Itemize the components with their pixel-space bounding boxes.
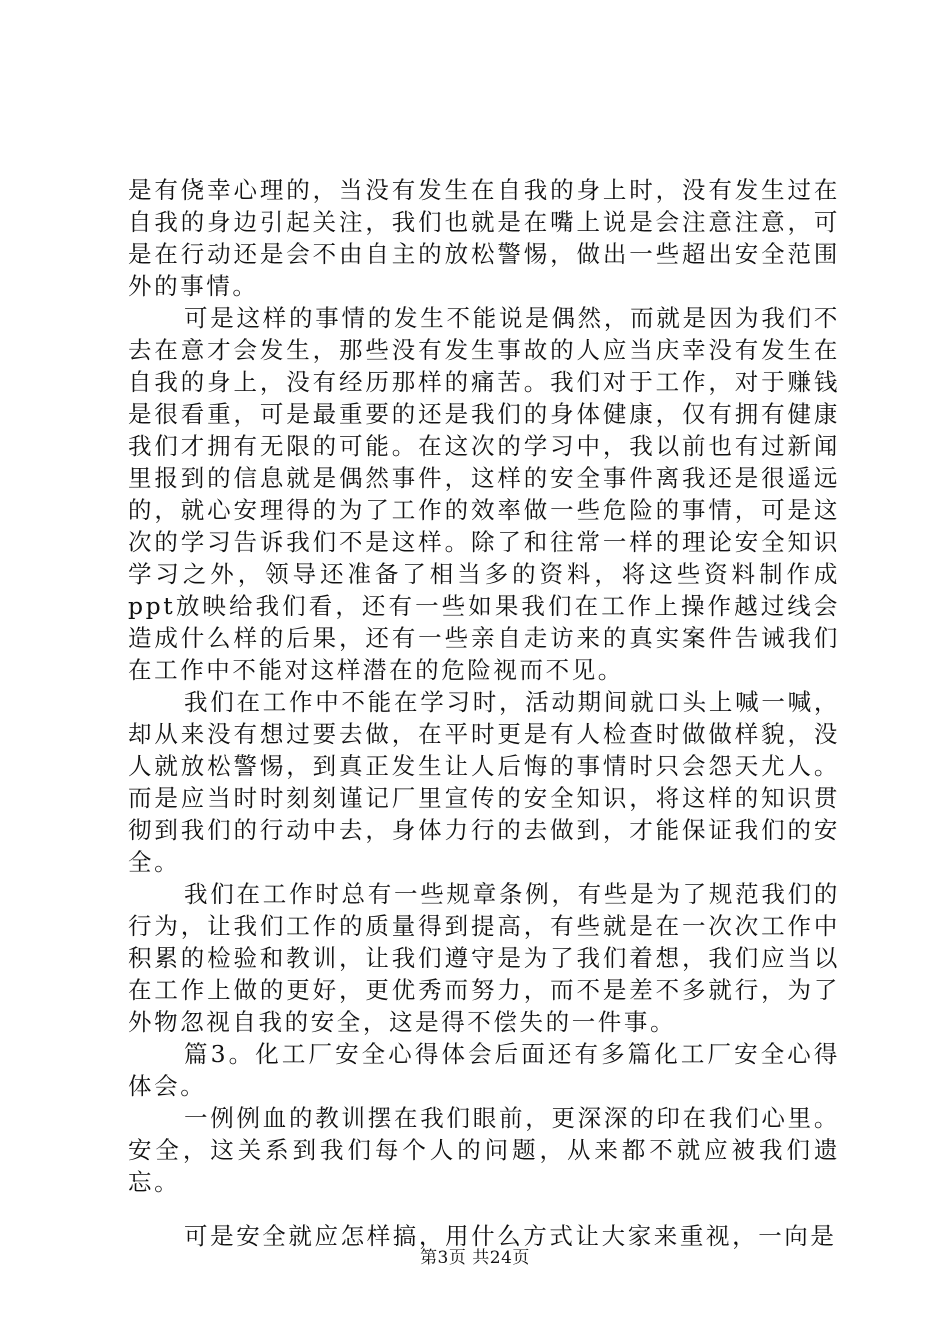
paragraph-6: 一例例血的教训摆在我们眼前，更深深的印在我们心里。安全，这关系到我们每个人的问题，从来都不就应被我们遗忘。 xyxy=(128,1104,840,1196)
paragraph-2: 可是这样的事情的发生不能说是偶然，而就是因为我们不去在意才会发生，那些没有发生事故的人应当庆幸没有发生在自我的身上，没有经历那样的痛苦。我们对于工作，对于赚钱是很看重，可是最重要的还是我们的身体健康，仅有拥有健康我们才拥有无限的可能。在这次的学习中，我以前也有过新闻里报到的信息就是偶然事件，这样的安全事件离我还是很遥远的，就心安理得的为了工作的效率做一些危险的事情，可是这次的学习告诉我们不是这样。除了和往常一样的理论安全知识学习之外，领导还准备了相当多的资料，将这些资料制作成ppt放映给我们看，还有一些如果我们在工作上操作越过线会造成什么样的后果，还有一些亲自走访来的真实案件告诫我们在工作中不能对这样潜在的危险视而不见。 xyxy=(128,304,840,684)
paragraph-7: 可是安全就应怎样搞，用什么方式让大家来重视，一向是 xyxy=(184,1222,837,1250)
paragraph-4: 我们在工作时总有一些规章条例，有些是为了规范我们的行为，让我们工作的质量得到提高，有些就是在一次次工作中积累的检验和教训，让我们遵守是为了我们着想，我们应当以在工作上做的更好，更优秀而努力，而不是差不多就行，为了外物忽视自我的安全，这是得不偿失的一件事。 xyxy=(128,880,840,1036)
paragraph-5: 篇3。化工厂安全心得体会后面还有多篇化工厂安全心得体会。 xyxy=(128,1040,840,1100)
page-number-footer: 第3页 共24页 xyxy=(420,1248,530,1268)
paragraph-1: 是有侥幸心理的，当没有发生在自我的身上时，没有发生过在自我的身边引起关注，我们也就是在嘴上说是会注意注意，可是在行动还是会不由自主的放松警惕，做出一些超出安全范围外的事情。 xyxy=(128,176,840,300)
document-body xyxy=(128,174,840,1252)
paragraph-spacer xyxy=(128,1198,840,1220)
paragraph-3: 我们在工作中不能在学习时，活动期间就口头上喊一喊，却从来没有想过要去做，在平时更是有人检查时做做样貌，没人就放松警惕，到真正发生让人后悔的事情时只会怨天尤人。而是应当时时刻刻谨记厂里宣传的安全知识，将这样的知识贯彻到我们的行动中去，身体力行的去做到，才能保证我们的安全。 xyxy=(128,688,840,876)
